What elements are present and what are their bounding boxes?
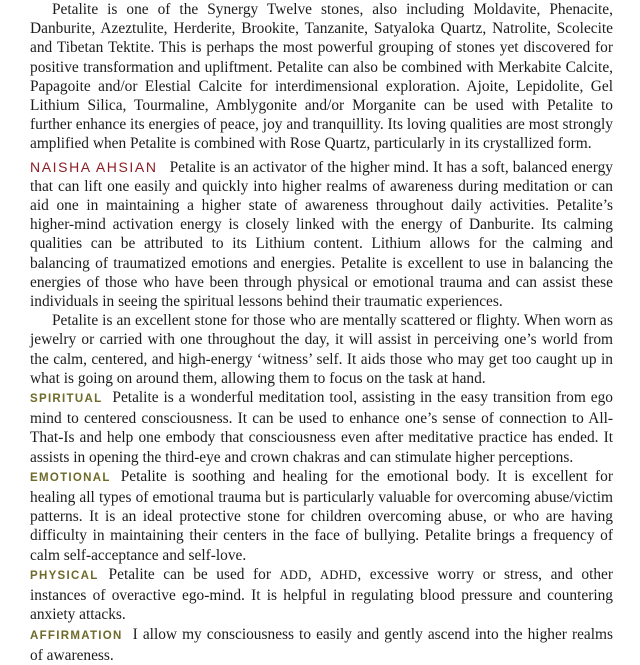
spiritual-heading: SPIRITUAL xyxy=(30,393,103,406)
emotional-text: Petalite is soothing and healing for the emotional body. It is excellent for healing all types of emotional trauma but is particularly valuable for overcoming abuse/victim patterns. It is an ideal protective stone for children overcoming abuse, or who are having difficulty in maintaining their centers in the face of bullying. Petalite brings a frequency of calm self-acceptance and self-love. xyxy=(30,467,613,564)
emotional-heading: EMOTIONAL xyxy=(30,471,111,484)
physical-separator: , xyxy=(307,565,312,583)
spiritual-text: Petalite is a wonderful meditation tool, assisting in the easy transition from ego mind to centered consciousness. It can be used to enhance one’s sense of connection to All-That-Is and help one embody that consciousness even after meditative practice has ended. It assists in opening the third-eye and crown chakras and can stimulate higher perceptions. xyxy=(30,389,613,466)
ahsian-paragraph xyxy=(30,158,613,312)
physical-term-adhd: ADHD xyxy=(320,567,358,582)
physical-text-after: , excessive worry or stress, and other instances of overactive ego-mind. It is helpful in regulating blood pressure and countering anxiety attacks. xyxy=(30,565,614,624)
spiritual-paragraph xyxy=(30,388,613,467)
physical-paragraph xyxy=(30,565,613,625)
physical-heading: PHYSICAL xyxy=(30,569,99,582)
intro-text: Petalite is one of the Synergy Twelve stones, also including Moldavite, Phenacite, Danburite, Azeztulite, Herderite, Brookite, Tanzanite, Satyaloka Quartz, Natrolite, Scolecite and Tibetan Tektite. This is perhaps the most powerful grouping of stones yet discovered for positive transformation and upliftment. Petalite can also be combined with Merkabite Calcite, Papagoite and/or Elestial Calcite for interdimensional exploration. Ajoite, Lepidolite, Gel Lithium Silica, Tourmaline, Amblygonite and/or Morganite can be used with Petalite to further enhance its energies of peace, joy and tranquillity. Its loving qualities are most strongly amplified when Petalite is combined with Rose Quartz, particularly in its crystallized form. xyxy=(30,1,613,153)
ahsian-text-2: Petalite is an excellent stone for those who are mentally scattered or flighty. When worn as jewelry or carried with one throughout the day, it will assist in perceiving one’s world from the calm, centered, and high-energy ‘witness’ self. It aids those who may get too caught up in what is going on around them, allowing them to focus on the task at hand. xyxy=(30,312,613,387)
ahsian-heading: NAISHA AHSIAN xyxy=(30,158,158,175)
affirmation-text: I allow my consciousness to easily and gently ascend into the higher realms of awareness. xyxy=(30,625,613,664)
ahsian-paragraph-2 xyxy=(30,311,613,388)
ahsian-text: Petalite is an activator of the higher mind. It has a soft, balanced energy that can lift one easily and quickly into higher realms of awareness during meditation or can aid one in maintaining a higher state of awareness throughout daily activities. Petalite’s higher-mind activation energy is closely linked with the energy of Danburite. Its calming qualities can be attributed to its Lithium content. Lithium allows for the calming and balancing of traumatized emotions and energies. Petalite is excellent to use in balancing the energies of those who have been through physical or emotional trauma and can assist these individuals in seeing the spiritual lessons behind their traumatic experiences. xyxy=(30,158,613,311)
document-page xyxy=(30,0,613,665)
affirmation-heading: AFFIRMATION xyxy=(30,629,123,642)
emotional-paragraph xyxy=(30,467,613,565)
physical-term-add: ADD xyxy=(279,567,308,582)
intro-paragraph xyxy=(30,0,613,154)
physical-text-before: Petalite can be used for xyxy=(108,565,272,583)
